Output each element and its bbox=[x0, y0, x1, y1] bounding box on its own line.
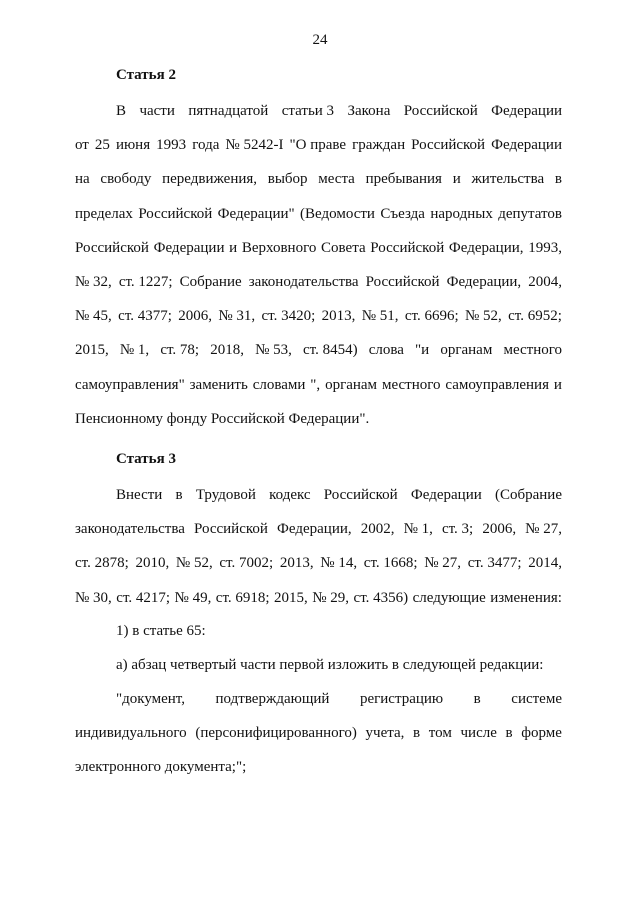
word: № 5242-I bbox=[225, 137, 284, 154]
word: ст. 6952; bbox=[508, 308, 562, 325]
word: органам bbox=[325, 376, 378, 393]
word: № 1, bbox=[119, 342, 150, 359]
word: № 49, bbox=[174, 589, 212, 606]
word: 2002, bbox=[360, 521, 395, 538]
word: 2013, bbox=[279, 555, 314, 572]
word: Внести bbox=[116, 487, 163, 503]
word: 2006, bbox=[178, 308, 213, 325]
text-line bbox=[75, 299, 562, 333]
word: пребывания bbox=[365, 171, 442, 188]
word: ст. 2878; bbox=[75, 555, 129, 572]
text-line bbox=[75, 512, 562, 546]
word: местного bbox=[381, 376, 441, 393]
word: Российской bbox=[75, 239, 149, 256]
word: пределах bbox=[75, 205, 133, 222]
word: в bbox=[413, 725, 421, 742]
word: № 51, bbox=[361, 308, 399, 325]
word: Федерации, bbox=[448, 239, 524, 256]
word: № 53, bbox=[255, 342, 292, 359]
word: Российской bbox=[138, 205, 213, 222]
text-line bbox=[75, 94, 562, 128]
word: "О праве bbox=[289, 137, 347, 154]
word: Закона bbox=[347, 103, 391, 119]
text-line bbox=[75, 546, 562, 580]
word: Федерации bbox=[153, 239, 225, 256]
word: ст. 3; bbox=[441, 521, 474, 538]
word: Федерации bbox=[410, 487, 482, 503]
word: Российской bbox=[370, 239, 445, 256]
text-line bbox=[75, 368, 562, 402]
word: самоуправления bbox=[445, 376, 549, 393]
word: кодекс bbox=[269, 487, 311, 503]
word: передвижения, bbox=[162, 171, 258, 188]
word: в bbox=[175, 487, 183, 503]
word: Российской bbox=[411, 137, 486, 154]
word: "документ, bbox=[116, 691, 185, 707]
article-3-item-a: а) абзац четвертый части первой изложить в следующей редакции: bbox=[116, 657, 544, 673]
text-line: Пенсионному фонду Российской Федерации". bbox=[75, 410, 370, 427]
word: Российской bbox=[323, 487, 398, 503]
word: Совета bbox=[321, 239, 366, 256]
word: свободу bbox=[100, 171, 152, 188]
word: Федерации bbox=[491, 137, 562, 154]
word: № 1, bbox=[403, 521, 433, 538]
text-line bbox=[75, 682, 562, 716]
word: учета, bbox=[365, 725, 405, 742]
word: ст. 6696; bbox=[404, 308, 459, 325]
word: (персонифицированного) bbox=[195, 725, 357, 742]
word: граждан bbox=[352, 137, 406, 154]
word: законодательства bbox=[248, 273, 359, 290]
word: № 30, bbox=[75, 589, 112, 606]
word: июня bbox=[115, 137, 151, 154]
word: 2004, bbox=[528, 273, 562, 290]
word: и bbox=[229, 239, 238, 256]
word: ст. 4217; bbox=[116, 589, 171, 606]
word: ст. 4356) bbox=[353, 589, 409, 606]
word: следующие bbox=[412, 589, 486, 606]
word: № 31, bbox=[218, 308, 256, 325]
word: пятнадцатой bbox=[188, 103, 269, 119]
article-3-quote bbox=[75, 682, 562, 785]
word: индивидуального bbox=[75, 725, 187, 742]
word: 2014, bbox=[528, 555, 562, 572]
page-number: 24 bbox=[312, 32, 328, 48]
word: № 27, bbox=[525, 521, 562, 538]
word: 2015, bbox=[274, 589, 308, 606]
word: в bbox=[473, 691, 481, 707]
article-2-heading: Статья 2 bbox=[116, 67, 176, 83]
word: ст. 8454) bbox=[303, 342, 358, 359]
word: места bbox=[318, 171, 355, 188]
text-line bbox=[75, 581, 562, 615]
text-line bbox=[75, 265, 562, 299]
text-line bbox=[75, 716, 562, 750]
text-line bbox=[75, 162, 562, 196]
word: ст. 7002; bbox=[219, 555, 274, 572]
word: № 32, bbox=[75, 273, 112, 290]
word: 2006, bbox=[482, 521, 517, 538]
word: депутатов bbox=[498, 205, 562, 222]
word: форме bbox=[521, 725, 562, 742]
word: народных bbox=[430, 205, 493, 222]
word: жительства bbox=[471, 171, 545, 188]
word: (Собрание bbox=[494, 487, 562, 503]
word: местного bbox=[503, 342, 562, 359]
word: 2010, bbox=[135, 555, 170, 572]
text-line: электронного документа;"; bbox=[75, 759, 247, 776]
word: регистрацию bbox=[359, 691, 444, 707]
word: ст. 1227; bbox=[118, 273, 173, 290]
word: выбор bbox=[267, 171, 308, 188]
word: года bbox=[192, 137, 220, 154]
word: статьи 3 bbox=[281, 103, 335, 119]
word: № 27, bbox=[424, 555, 462, 572]
article-3-item-1: 1) в статье 65: bbox=[116, 623, 206, 639]
word: № 52, bbox=[175, 555, 213, 572]
word: органам bbox=[440, 342, 493, 359]
article-3-paragraph bbox=[75, 478, 562, 615]
word: Федерации, bbox=[277, 521, 352, 538]
word: и bbox=[553, 376, 562, 393]
word: "и bbox=[415, 342, 430, 359]
text-line bbox=[75, 333, 562, 367]
word: ст. 1668; bbox=[363, 555, 418, 572]
word: части bbox=[139, 103, 175, 119]
word: № 29, bbox=[312, 589, 350, 606]
word: 25 bbox=[94, 137, 110, 154]
word: 1993, bbox=[528, 239, 562, 256]
word: № 14, bbox=[320, 555, 358, 572]
word: ст. 6918; bbox=[215, 589, 270, 606]
word: ст. 3420; bbox=[261, 308, 316, 325]
text-line bbox=[75, 478, 562, 512]
word: В bbox=[116, 103, 127, 119]
word: том bbox=[428, 725, 452, 742]
word: самоуправления" bbox=[75, 376, 185, 393]
word: Российской bbox=[194, 521, 268, 538]
word: слова bbox=[368, 342, 404, 359]
word: Верховного bbox=[241, 239, 317, 256]
article-3-heading: Статья 3 bbox=[116, 451, 176, 467]
word: системе bbox=[511, 691, 562, 707]
text-line bbox=[75, 128, 562, 162]
text-line bbox=[75, 197, 562, 231]
word: Российской bbox=[365, 273, 440, 290]
word: Трудовой bbox=[195, 487, 256, 503]
word: словами bbox=[252, 376, 306, 393]
word: ст. 78; bbox=[160, 342, 200, 359]
word: на bbox=[75, 171, 90, 188]
word: подтверждающий bbox=[215, 691, 330, 707]
word: заменить bbox=[189, 376, 248, 393]
word: № 52, bbox=[464, 308, 502, 325]
word: ", bbox=[310, 376, 321, 393]
word: Собрание bbox=[179, 273, 242, 290]
word: ст. 3477; bbox=[467, 555, 522, 572]
word: и bbox=[452, 171, 461, 188]
word: в bbox=[505, 725, 513, 742]
word: числе bbox=[460, 725, 497, 742]
word: законодательства bbox=[75, 521, 185, 538]
word: в bbox=[554, 171, 562, 188]
word: Федерации, bbox=[446, 273, 522, 290]
word: ст. 4377; bbox=[118, 308, 172, 325]
article-2-paragraph bbox=[75, 94, 562, 436]
word: Съезда bbox=[380, 205, 425, 222]
word: Российской bbox=[403, 103, 478, 119]
word: 2015, bbox=[75, 342, 109, 359]
word: Федерации" bbox=[217, 205, 295, 222]
word: 2013, bbox=[321, 308, 356, 325]
text-line bbox=[75, 231, 562, 265]
word: 1993 bbox=[156, 137, 187, 154]
word: изменения: bbox=[490, 589, 562, 606]
word: 2018, bbox=[210, 342, 244, 359]
word: (Ведомости bbox=[300, 205, 375, 222]
word: № 45, bbox=[75, 308, 112, 325]
word: от bbox=[75, 137, 89, 154]
word: Федерации bbox=[491, 103, 562, 119]
